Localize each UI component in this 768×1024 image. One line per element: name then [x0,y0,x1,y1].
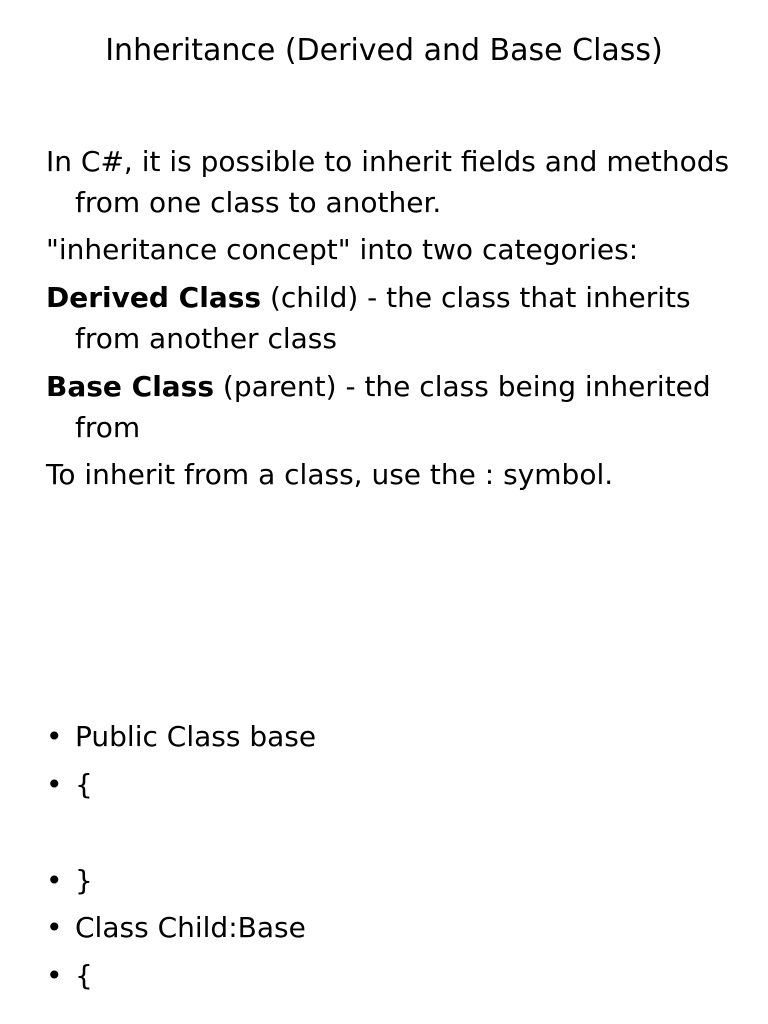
list-item-text: Class Child:Base [75,911,306,944]
paragraph-categories [46,229,736,270]
derived-class-term: Derived Class [46,281,262,314]
paragraph-inherit-symbol [46,454,736,495]
paragraph-intro-line1: In C#, it is possible to inherit fields and methods [46,145,730,178]
slide-title: Inheritance (Derived and Base Class) [105,33,663,68]
derived-class-definition: (child) - the class that inherits [261,281,691,314]
bullet-icon: • [46,911,63,944]
paragraph-categories-text: "inheritance concept" into two categories: [46,233,639,266]
base-class-term: Base Class [46,370,215,403]
bullet-icon: • [46,768,63,801]
list-item-text: { [75,768,93,801]
paragraph-inherit-symbol-text: To inherit from a class, use the : symbol. [46,458,614,491]
bullet-icon: • [46,959,63,992]
paragraph-base-class [46,366,736,448]
derived-class-definition-line2: from another class [75,322,337,355]
list-item-text: } [75,864,93,897]
paragraph-intro [46,141,736,223]
list-item-text: { [75,959,93,992]
base-class-definition: (parent) - the class being inherited [214,370,711,403]
paragraph-derived-class [46,277,736,359]
paragraph-intro-line2: from one class to another. [75,186,442,219]
base-class-definition-line2: from [75,411,141,444]
list-item-text: Public Class base [75,720,317,753]
bullet-icon: • [46,864,63,897]
bullet-icon: • [46,720,63,753]
